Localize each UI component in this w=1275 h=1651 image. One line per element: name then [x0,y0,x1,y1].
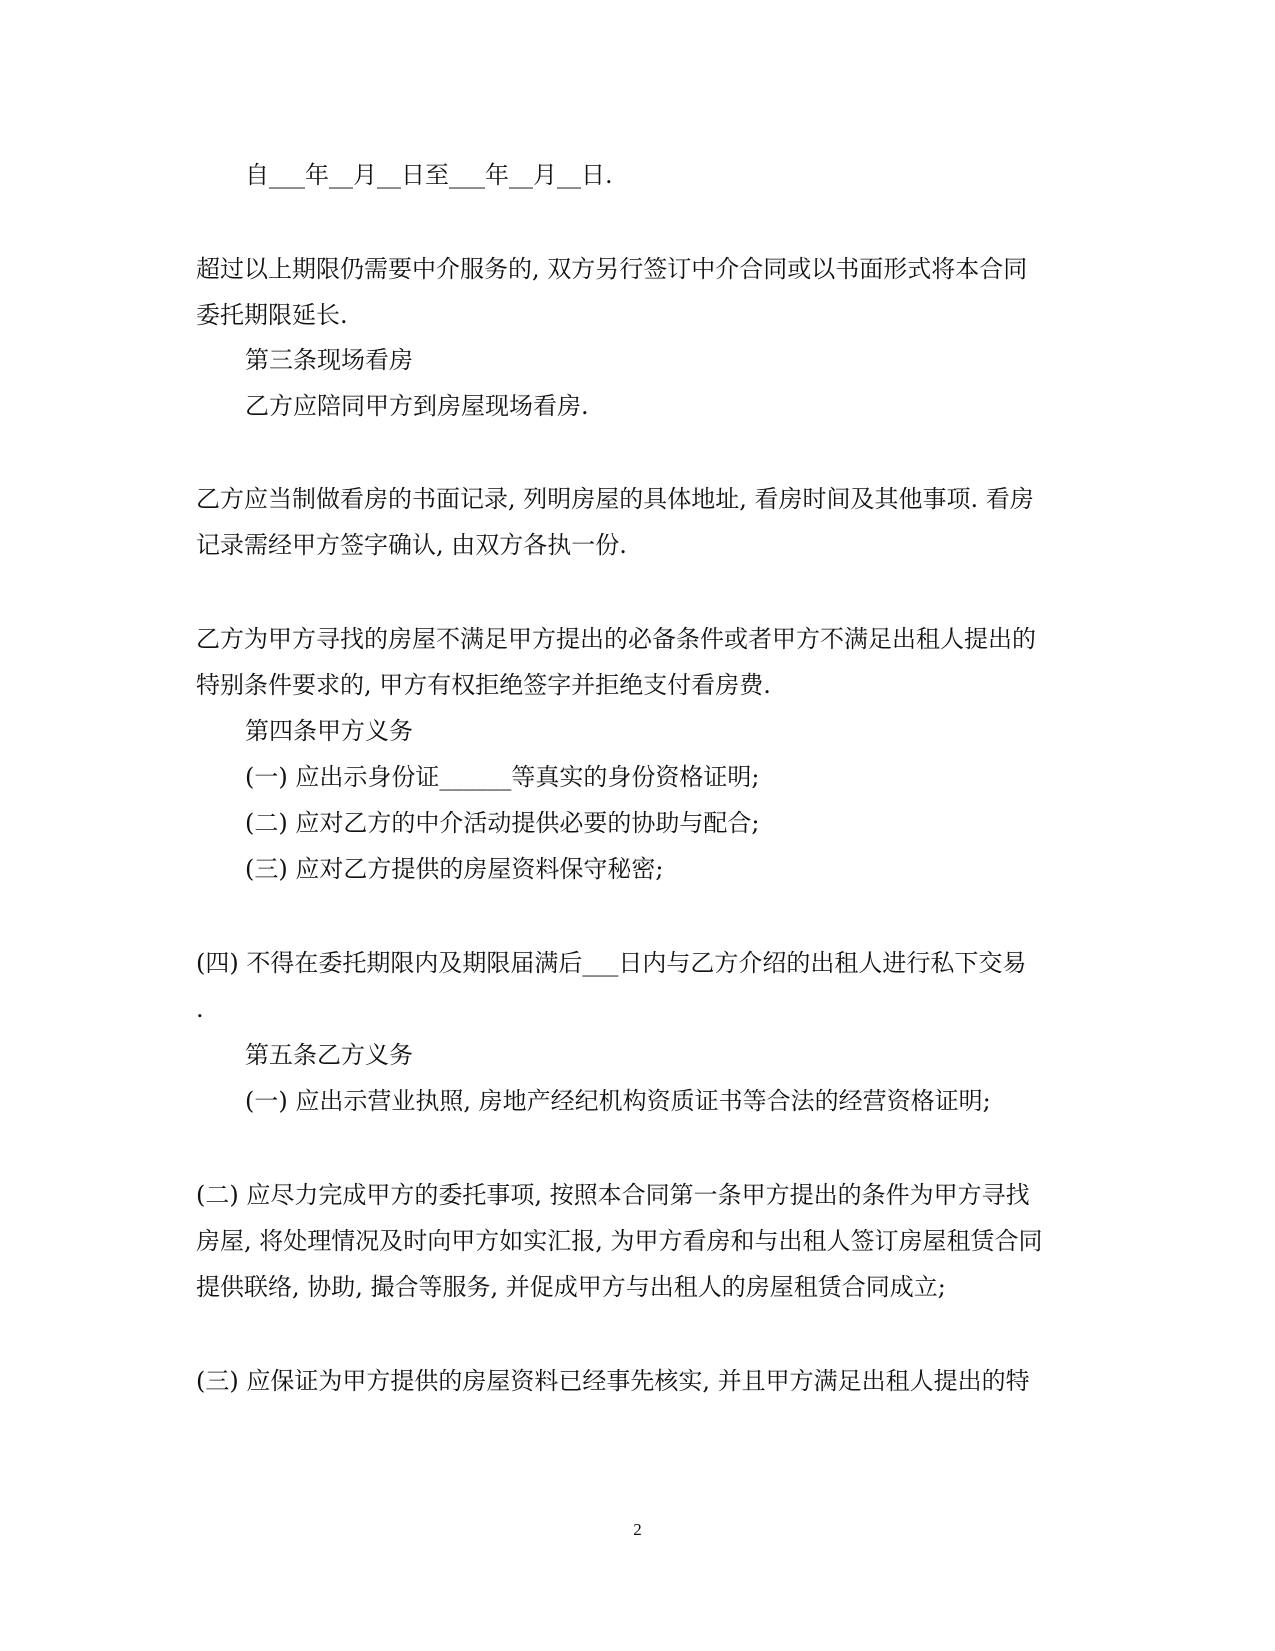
list-item: (一) 应出示身份证______等真实的身份资格证明; [245,763,760,791]
list-item: (三) 应保证为甲方提供的房屋资料已经事先核实, 并且甲方满足出租人提出的特 [196,1367,1030,1395]
list-item: (二) 应尽力完成甲方的委托事项, 按照本合同第一条甲方提出的条件为甲方寻找 [196,1181,1030,1209]
text-line: 提供联络, 协助, 撮合等服务, 并促成甲方与出租人的房屋租赁合同成立; [196,1273,946,1301]
list-item: (二) 应对乙方的中介活动提供必要的协助与配合; [245,809,760,837]
text-line: 自___年__月__日至___年__月__日. [245,161,613,189]
section-heading: 第三条现场看房 [245,346,413,374]
section-heading: 第四条甲方义务 [245,717,413,745]
text-line: 特别条件要求的, 甲方有权拒绝签字并拒绝支付看房费. [196,671,771,699]
text-line: 乙方应当制做看房的书面记录, 列明房屋的具体地址, 看房时间及其他事项. 看房 [196,485,1034,513]
list-item: (四) 不得在委托期限内及期限届满后___日内与乙方介绍的出租人进行私下交易 [196,949,1027,977]
text-line: 记录需经甲方签字确认, 由双方各执一份. [196,531,627,559]
text-line: . [196,995,204,1023]
section-heading: 第五条乙方义务 [245,1041,413,1069]
page-number: 2 [633,1520,642,1539]
text-line: 乙方为甲方寻找的房屋不满足甲方提出的必备条件或者甲方不满足出租人提出的 [196,625,1036,653]
text-line: 委托期限延长. [196,301,348,329]
text-line: 超过以上期限仍需要中介服务的, 双方另行签订中介合同或以书面形式将本合同 [196,255,1028,283]
list-item: (三) 应对乙方提供的房屋资料保守秘密; [245,855,664,883]
list-item: (一) 应出示营业执照, 房地产经纪机构资质证书等合法的经营资格证明; [245,1087,991,1115]
text-line: 乙方应陪同甲方到房屋现场看房. [245,392,589,420]
text-line: 房屋, 将处理情况及时向甲方如实汇报, 为甲方看房和与出租人签订房屋租赁合同 [196,1227,1043,1255]
